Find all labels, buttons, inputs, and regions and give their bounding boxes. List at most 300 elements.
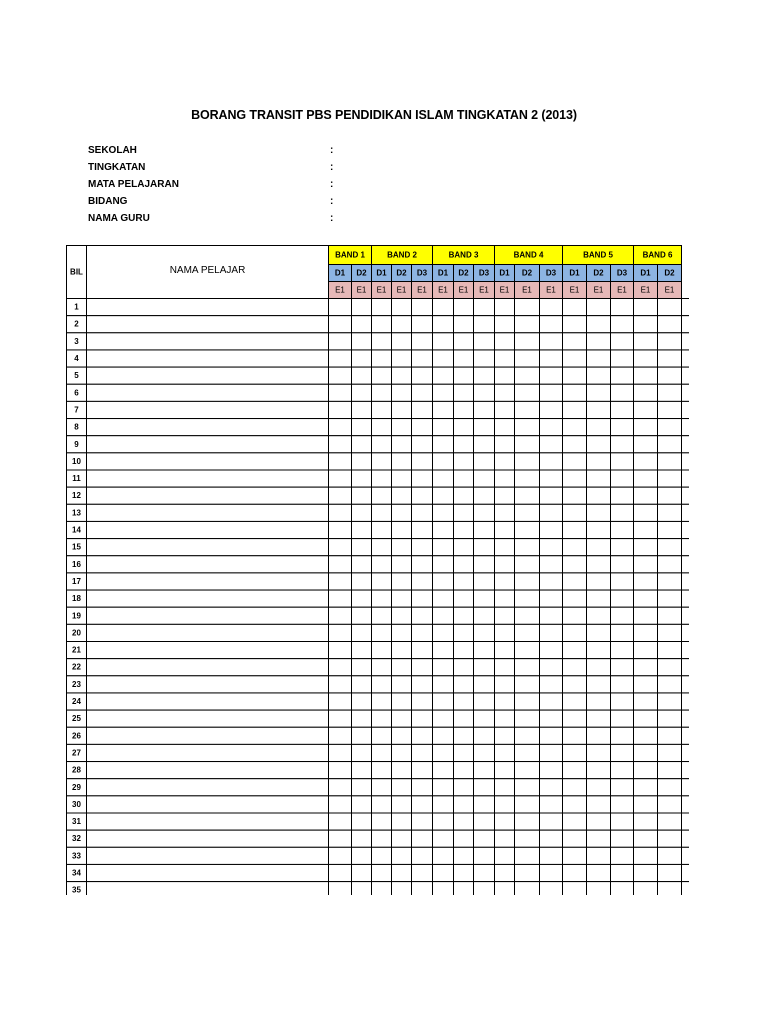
score-cell [563,299,587,316]
student-name-cell [87,556,329,573]
band-label: BAND 4 [513,250,544,260]
score-cell [515,762,540,779]
row-number: 27 [72,748,81,758]
score-cell [682,779,690,796]
score-cell [611,521,634,538]
score-cell [587,470,611,487]
score-cell [515,624,540,641]
score-cell [392,796,412,813]
score-cell [611,830,634,847]
score-cell [329,539,352,556]
score-cell [563,607,587,624]
score-cell [392,710,412,727]
score-cell [372,573,392,590]
score-cell [433,710,454,727]
score-cell [682,676,690,693]
row-number: 13 [72,508,81,518]
score-cell [474,521,495,538]
score-cell [515,487,540,504]
score-cell [329,744,352,761]
score-cell [412,659,433,676]
score-cell [515,864,540,881]
score-cell [658,676,682,693]
score-cell [329,384,352,401]
evidence-label: E1 [522,285,532,295]
score-cell [611,487,634,504]
score-cell [682,607,690,624]
score-cell [563,727,587,744]
score-cell [412,367,433,384]
score-cell [563,573,587,590]
score-cell [495,487,515,504]
score-cell [372,436,392,453]
score-cell [372,796,392,813]
score-cell [658,624,682,641]
score-cell [540,727,563,744]
score-cell [372,470,392,487]
score-cell [372,642,392,659]
score-cell [329,762,352,779]
score-cell [658,333,682,350]
score-cell [682,744,690,761]
row-number: 29 [72,782,81,792]
score-cell [352,590,372,607]
score-cell [412,504,433,521]
score-cell [474,504,495,521]
score-cell [495,436,515,453]
score-cell [540,676,563,693]
student-name-cell [87,419,329,436]
score-cell [495,830,515,847]
score-cell [352,504,372,521]
student-name-cell [87,590,329,607]
score-cell [454,642,474,659]
score-cell [587,882,611,895]
score-cell [682,796,690,813]
score-cell [634,539,658,556]
score-cell [634,299,658,316]
evidence-label: E1 [335,285,345,295]
score-cell [515,744,540,761]
score-cell [611,556,634,573]
score-cell [495,642,515,659]
score-cell [540,693,563,710]
score-cell [563,556,587,573]
score-cell [658,367,682,384]
score-cell [634,762,658,779]
score-cell [587,453,611,470]
score-cell [587,762,611,779]
score-cell [329,813,352,830]
score-cell [412,882,433,895]
score-cell [433,556,454,573]
score-cell [540,607,563,624]
score-cell [412,830,433,847]
score-cell [540,590,563,607]
score-cell [372,744,392,761]
score-cell [329,401,352,418]
score-cell [433,333,454,350]
row-number: 33 [72,851,81,861]
score-cell [611,864,634,881]
score-cell [563,693,587,710]
score-cell [515,590,540,607]
score-cell [587,419,611,436]
score-cell [587,624,611,641]
score-cell [495,744,515,761]
score-cell [474,882,495,895]
score-cell [474,796,495,813]
score-cell [352,882,372,895]
score-cell [515,350,540,367]
score-cell [658,539,682,556]
score-cell [540,521,563,538]
student-name-cell [87,316,329,333]
score-cell [515,693,540,710]
score-cell [412,693,433,710]
score-cell [658,693,682,710]
score-cell [433,607,454,624]
score-cell [658,504,682,521]
score-cell [412,573,433,590]
score-cell [433,573,454,590]
score-cell [563,659,587,676]
score-cell [658,384,682,401]
row-number: 8 [74,422,79,432]
score-cell [611,299,634,316]
score-cell [372,624,392,641]
score-cell [433,299,454,316]
student-name-cell [87,727,329,744]
score-cell [634,590,658,607]
score-cell [515,367,540,384]
score-cell [454,453,474,470]
score-cell [372,847,392,864]
score-cell [372,384,392,401]
row-number: 32 [72,834,81,844]
score-cell [563,642,587,659]
score-cell [634,779,658,796]
score-cell [372,779,392,796]
score-cell [352,521,372,538]
student-name-cell [87,436,329,453]
score-cell [392,607,412,624]
score-cell [587,299,611,316]
score-cell [392,333,412,350]
score-cell [634,401,658,418]
score-cell [474,333,495,350]
score-cell [392,384,412,401]
score-cell [329,367,352,384]
score-cell [474,744,495,761]
score-cell [587,367,611,384]
score-cell [540,744,563,761]
score-cell [540,864,563,881]
mata-pelajaran-colon: : [330,179,334,190]
student-name-cell [87,487,329,504]
score-cell [634,367,658,384]
evidence-label: E1 [438,285,448,295]
score-cell [515,607,540,624]
score-cell [495,813,515,830]
score-cell [563,539,587,556]
score-cell [352,470,372,487]
score-cell [563,419,587,436]
student-name-cell [87,504,329,521]
score-cell [587,813,611,830]
score-cell [587,333,611,350]
score-cell [433,642,454,659]
score-cell [634,830,658,847]
score-cell [454,350,474,367]
score-cell [611,607,634,624]
score-cell [658,487,682,504]
score-cell [433,590,454,607]
score-cell [540,556,563,573]
score-cell [611,436,634,453]
score-cell [412,607,433,624]
student-name-cell [87,573,329,590]
score-cell [352,556,372,573]
score-cell [474,693,495,710]
score-cell [658,470,682,487]
score-cell [352,419,372,436]
score-cell [495,521,515,538]
score-cell [587,847,611,864]
score-cell [474,779,495,796]
score-cell [563,521,587,538]
score-cell [392,624,412,641]
score-cell [454,573,474,590]
row-number: 21 [72,645,81,655]
score-cell [495,556,515,573]
bidang-colon: : [330,196,334,207]
score-cell [329,299,352,316]
score-cell [682,367,690,384]
student-name-cell [87,710,329,727]
score-cell [329,333,352,350]
score-cell [658,436,682,453]
tingkatan-colon: : [330,162,334,173]
score-cell [372,521,392,538]
student-name-cell [87,607,329,624]
row-number: 9 [74,439,79,449]
score-cell [682,487,690,504]
score-cell [454,727,474,744]
score-cell [515,796,540,813]
score-cell [352,384,372,401]
evidence-label: E1 [479,285,489,295]
score-cell [392,316,412,333]
nama-guru-label: NAMA GURU [88,213,150,224]
score-cell [515,642,540,659]
score-cell [587,521,611,538]
score-cell [634,350,658,367]
score-cell [433,367,454,384]
score-cell [563,453,587,470]
score-cell [563,710,587,727]
score-cell [495,350,515,367]
score-cell [329,556,352,573]
score-cell [454,590,474,607]
student-name-cell [87,299,329,316]
score-cell [352,333,372,350]
row-number: 4 [74,354,79,364]
score-cell [352,299,372,316]
score-cell [454,487,474,504]
score-cell [563,624,587,641]
score-cell [433,624,454,641]
band-label: BAND 1 [335,250,365,260]
score-cell [634,710,658,727]
score-cell [540,882,563,895]
score-cell [433,659,454,676]
score-cell [515,710,540,727]
score-cell [372,590,392,607]
score-cell [540,847,563,864]
score-cell [412,727,433,744]
nama-guru-colon: : [330,213,334,224]
score-cell [540,830,563,847]
score-cell [329,624,352,641]
row-number: 10 [72,456,81,466]
score-cell [611,796,634,813]
score-cell [329,453,352,470]
score-cell [433,521,454,538]
score-cell [611,762,634,779]
score-cell [372,813,392,830]
score-cell [454,470,474,487]
score-cell [495,847,515,864]
score-cell [352,436,372,453]
score-cell [392,367,412,384]
score-cell [611,401,634,418]
descriptor-label: D3 [416,268,428,278]
row-number: 12 [72,491,81,501]
score-cell [658,607,682,624]
score-cell [495,573,515,590]
bil-header: BIL [70,267,83,277]
row-number: 15 [72,542,81,552]
score-cell [658,419,682,436]
score-cell [474,350,495,367]
score-cell [682,453,690,470]
score-cell [587,316,611,333]
score-cell [474,864,495,881]
score-cell [495,693,515,710]
score-cell [682,470,690,487]
score-cell [372,864,392,881]
score-cell [412,762,433,779]
score-cell [433,436,454,453]
score-cell [454,436,474,453]
score-cell [454,659,474,676]
score-cell [474,419,495,436]
score-cell [412,624,433,641]
score-cell [454,419,474,436]
score-cell [392,521,412,538]
score-cell [682,384,690,401]
score-cell [587,693,611,710]
score-cell [515,659,540,676]
score-cell [433,487,454,504]
score-cell [515,830,540,847]
score-cell [433,727,454,744]
score-cell [412,333,433,350]
score-cell [587,642,611,659]
score-cell [412,470,433,487]
score-cell [540,779,563,796]
score-cell [372,367,392,384]
form-title: BORANG TRANSIT PBS PENDIDIKAN ISLAM TINGKATAN 2 (2013) [191,108,577,122]
score-cell [329,436,352,453]
score-cell [515,419,540,436]
score-cell [454,539,474,556]
score-cell [352,830,372,847]
student-name-cell [87,659,329,676]
score-cell [682,436,690,453]
score-cell [392,779,412,796]
score-cell [474,710,495,727]
score-cell [563,590,587,607]
score-cell [495,504,515,521]
row-number: 30 [72,799,81,809]
score-cell [515,676,540,693]
score-cell [611,659,634,676]
descriptor-label: D2 [458,268,469,278]
score-cell [412,556,433,573]
score-cell [634,624,658,641]
score-cell [454,521,474,538]
descriptor-label: D2 [593,268,604,278]
score-cell [634,676,658,693]
score-cell [540,350,563,367]
score-cell [352,659,372,676]
score-cell [634,556,658,573]
score-cell [682,539,690,556]
score-cell [658,762,682,779]
evidence-label: E1 [396,285,407,295]
score-cell [433,453,454,470]
score-cell [329,727,352,744]
score-cell [372,607,392,624]
score-cell [658,796,682,813]
score-cell [454,401,474,418]
score-cell [372,333,392,350]
score-cell [433,539,454,556]
score-cell [634,864,658,881]
sekolah-colon: : [330,145,334,156]
score-cell [392,847,412,864]
score-cell [587,779,611,796]
score-cell [658,573,682,590]
score-cell [474,642,495,659]
score-cell [412,436,433,453]
score-cell [433,779,454,796]
row-number: 17 [72,576,81,586]
score-cell [540,316,563,333]
mata-pelajaran-label: MATA PELAJARAN [88,179,179,190]
row-number: 22 [72,662,81,672]
score-cell [682,504,690,521]
score-cell [372,727,392,744]
score-cell [540,436,563,453]
score-cell [392,676,412,693]
score-cell [392,744,412,761]
score-cell [433,316,454,333]
score-cell [454,333,474,350]
score-cell [412,539,433,556]
